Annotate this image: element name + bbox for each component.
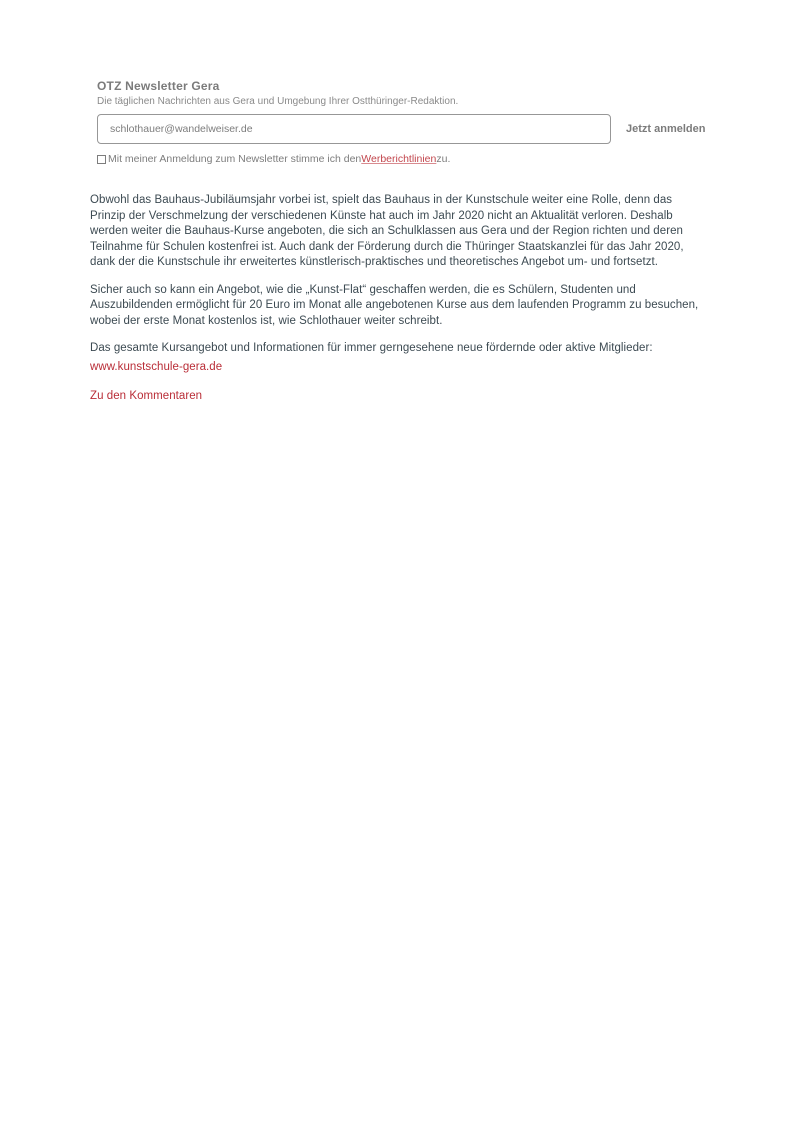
- newsletter-title: OTZ Newsletter Gera: [97, 79, 220, 93]
- consent-checkbox[interactable]: [97, 155, 106, 164]
- newsletter-signup-widget: [97, 80, 707, 165]
- comments-row: [90, 389, 708, 405]
- consent-text-suffix: zu.: [436, 153, 451, 165]
- email-input[interactable]: [97, 114, 611, 144]
- comments-link[interactable]: Zu den Kommentaren: [90, 390, 203, 402]
- advertising-guidelines-link[interactable]: Werberichtlinien: [361, 153, 437, 165]
- subscribe-button[interactable]: Jetzt anmelden: [626, 123, 706, 135]
- article-body: [90, 193, 708, 405]
- newsletter-subtitle: Die täglichen Nachrichten aus Gera und Umgebung Ihrer Ostthüringer-Redaktion.: [97, 96, 459, 107]
- kunstschule-website-link[interactable]: www.kunstschule-gera.de: [90, 360, 223, 373]
- consent-row: [97, 153, 707, 165]
- consent-text-prefix: Mit meiner Anmeldung zum Newsletter stimme ich den: [108, 153, 362, 165]
- newsletter-signup-row: [97, 114, 707, 144]
- article-paragraph-3: Das gesamte Kursangebot und Informationen für immer gerngesehene neue fördernde oder aktive Mitglieder:: [90, 342, 653, 354]
- article-paragraph-2: Sicher auch so kann ein Angebot, wie die „Kunst-Flat“ geschaffen werden, die es Schülern, Studenten und Auszubildenden ermöglicht für 20 Euro im Monat alle angebotenen Kurse aus dem laufenden Programm zu besuchen, wobei der erste Monat kostenlos ist, wie Schlothauer weiter schreibt.: [90, 283, 699, 327]
- article-paragraph-1: Obwohl das Bauhaus-Jubiläumsjahr vorbei ist, spielt das Bauhaus in der Kunstschule weiter eine Rolle, denn das Prinzip der Verschmelzung der verschiedenen Künste hat auch im Jahr 2020 nicht an Aktualität verloren. Deshalb werden weiter die Bauhaus-Kurse angeboten, die sich an Schulklassen aus Gera und der Region richten und deren Teilnahme für Schulen kostenfrei ist. Auch dank der Förderung durch die Thüringer Staatskanzlei für das Jahr 2020, dank der die Kunstschule ihr erweitertes künstlerisch-praktisches und theoretisches Angebot um- und fortsetzt.: [90, 194, 684, 268]
